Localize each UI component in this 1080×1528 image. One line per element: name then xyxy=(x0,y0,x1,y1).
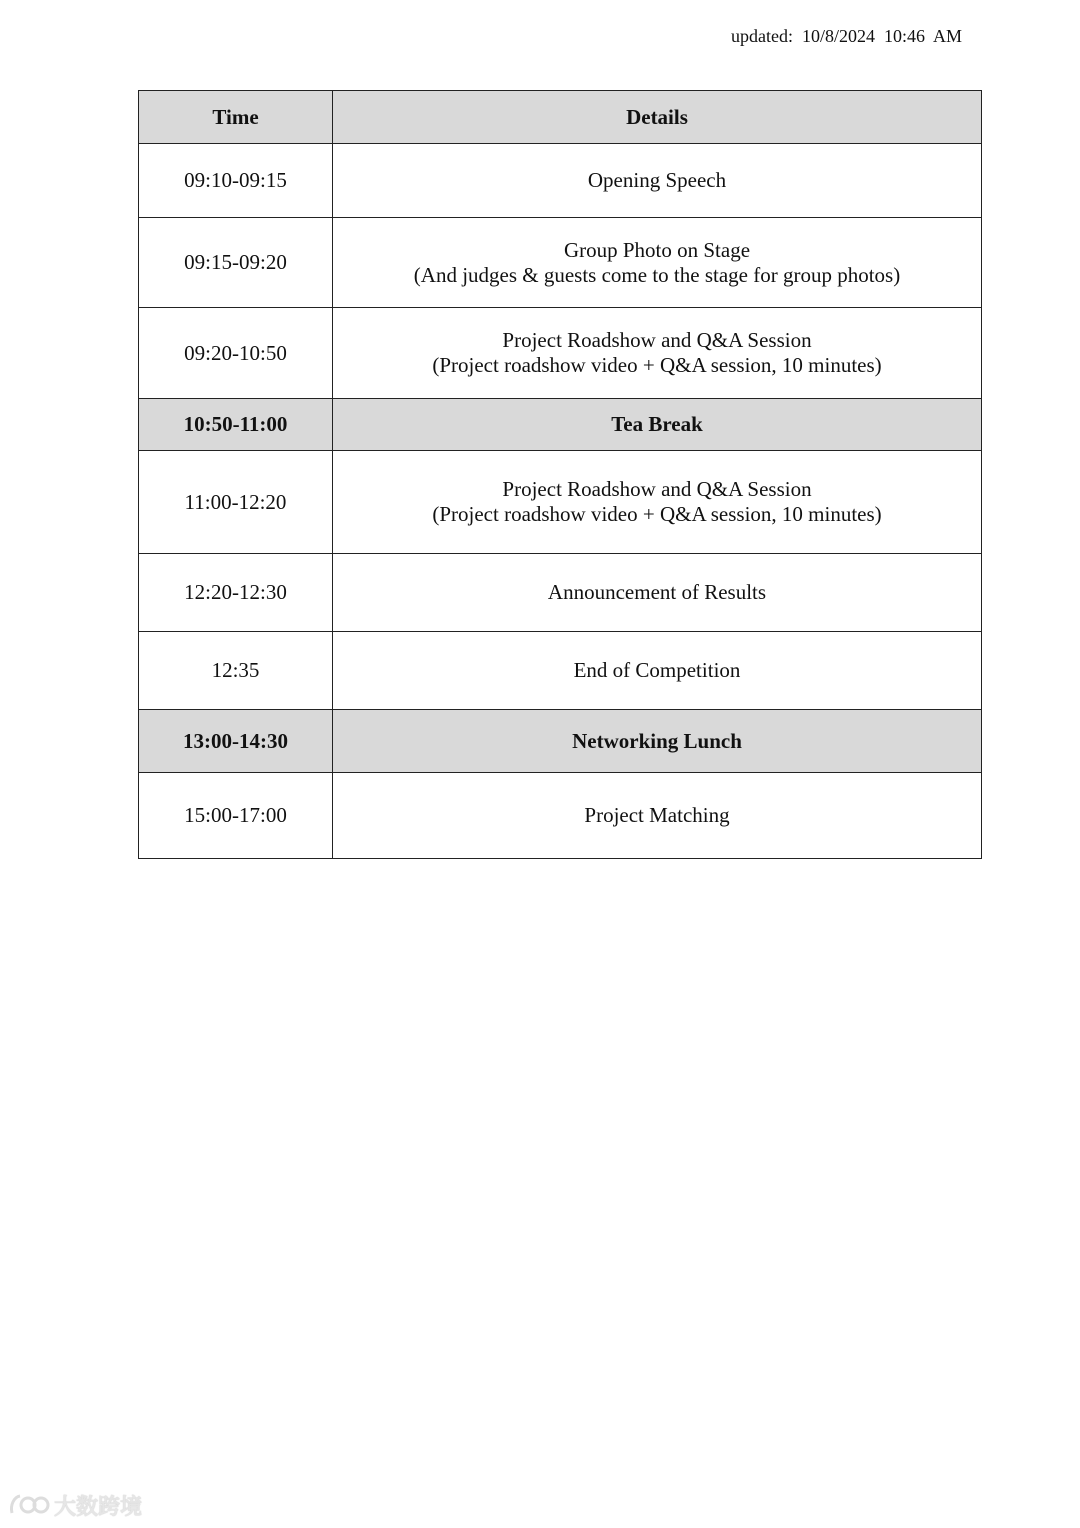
time-cell: 12:20-12:30 xyxy=(139,554,333,632)
watermark xyxy=(8,1490,142,1521)
time-cell: 13:00-14:30 xyxy=(139,710,333,773)
table-row xyxy=(139,144,982,218)
updated-time: 10:46 xyxy=(884,26,926,46)
details-line: End of Competition xyxy=(573,658,741,682)
watermark-text: 大数跨境 xyxy=(54,1495,143,1520)
watermark-logo-icon xyxy=(8,1493,50,1519)
details-line: Networking Lunch xyxy=(572,728,742,753)
details-cell xyxy=(333,632,982,710)
table-header-row xyxy=(139,91,982,144)
table-row xyxy=(139,632,982,710)
time-cell: 09:10-09:15 xyxy=(139,144,333,218)
column-header-details: Details xyxy=(333,91,982,144)
details-line: Group Photo on Stage xyxy=(563,237,751,262)
table-row-highlight xyxy=(139,710,982,773)
details-cell xyxy=(333,451,982,554)
details-subline: (Project roadshow video + Q&A session, 10 minutes) xyxy=(432,502,882,526)
time-cell: 10:50-11:00 xyxy=(139,399,333,451)
details-line: Project Roadshow and Q&A Session xyxy=(502,328,812,352)
updated-date: 10/8/2024 xyxy=(801,26,875,46)
details-subline: (And judges & guests come to the stage for group photos) xyxy=(413,262,901,287)
time-cell: 15:00-17:00 xyxy=(139,773,333,859)
details-cell xyxy=(333,710,982,773)
details-cell xyxy=(333,554,982,632)
details-cell xyxy=(333,218,982,308)
table-row xyxy=(139,308,982,399)
time-cell: 12:35 xyxy=(139,632,333,710)
details-cell xyxy=(333,308,982,399)
schedule-table xyxy=(138,90,982,859)
updated-ampm: AM xyxy=(933,26,963,46)
time-cell: 09:20-10:50 xyxy=(139,308,333,399)
details-line: Project Roadshow and Q&A Session xyxy=(502,477,812,501)
updated-timestamp xyxy=(731,26,962,47)
details-cell xyxy=(333,144,982,218)
updated-label: updated: xyxy=(731,26,793,46)
table-row xyxy=(139,451,982,554)
column-header-time: Time xyxy=(139,91,333,144)
details-cell xyxy=(333,399,982,451)
details-line: Tea Break xyxy=(611,412,703,436)
time-cell: 11:00-12:20 xyxy=(139,451,333,554)
details-line: Opening Speech xyxy=(587,168,727,192)
table-row xyxy=(139,554,982,632)
details-line: Project Matching xyxy=(584,803,730,827)
details-cell xyxy=(333,773,982,859)
table-row-highlight xyxy=(139,399,982,451)
details-line: Announcement of Results xyxy=(547,580,767,604)
table-row xyxy=(139,218,982,308)
time-cell: 09:15-09:20 xyxy=(139,218,333,308)
details-subline: (Project roadshow video + Q&A session, 10 minutes) xyxy=(432,353,882,377)
table-row xyxy=(139,773,982,859)
